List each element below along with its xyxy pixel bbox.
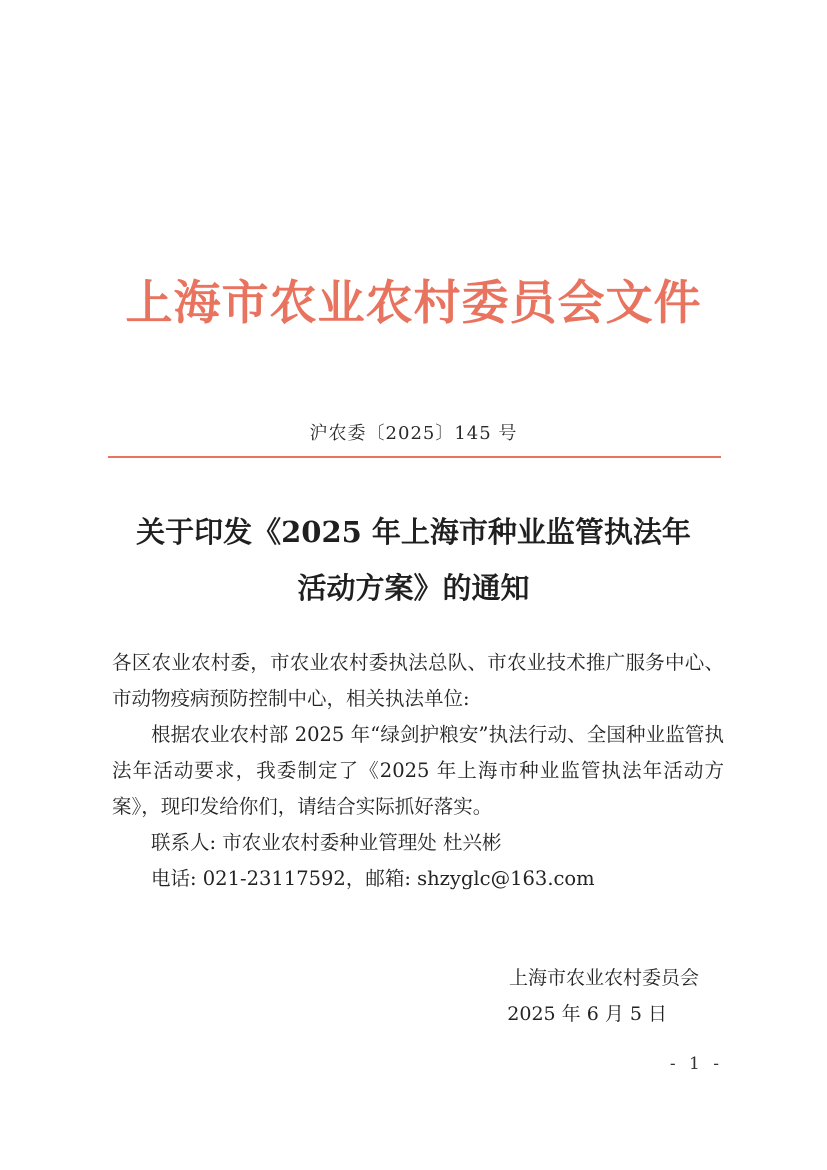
signature-block (439, 960, 699, 1032)
document-number: 沪农委〔2025〕145 号 (309, 423, 518, 444)
title-line-2: 活动方案》的通知 (297, 571, 530, 605)
document-title (0, 504, 827, 616)
document-body (112, 645, 724, 897)
issuer-header: 上海市农业农村委员会文件 (125, 276, 702, 331)
contact-person: 联系人: 市农业农村委种业管理处 杜兴彬 (151, 831, 502, 854)
page-number: - 1 - (669, 1054, 723, 1074)
contact-phone-email: 电话: 021-23117592，邮箱: shzyglc@163.com (151, 867, 595, 890)
signature-org: 上海市农业农村委员会 (508, 967, 699, 989)
signature-date: 2025 年 6 月 5 日 (507, 1003, 667, 1025)
title-line-1: 关于印发《2025 年上海市种业监管执法年 (136, 515, 691, 549)
main-paragraph: 根据农业农村部 2025 年“绿剑护粮安”执法行动、全国种业监管执法年活动要求，我委制定了《2025 年上海市种业监管执法年活动方案》，现印发给你们，请结合实际抓好落实。 (112, 723, 724, 818)
recipients: 各区农业农村委，市农业农村委执法总队、市农业技术推广服务中心、市动物疫病预防控制中心，相关执法单位: (112, 651, 724, 710)
red-divider-line (108, 456, 721, 458)
